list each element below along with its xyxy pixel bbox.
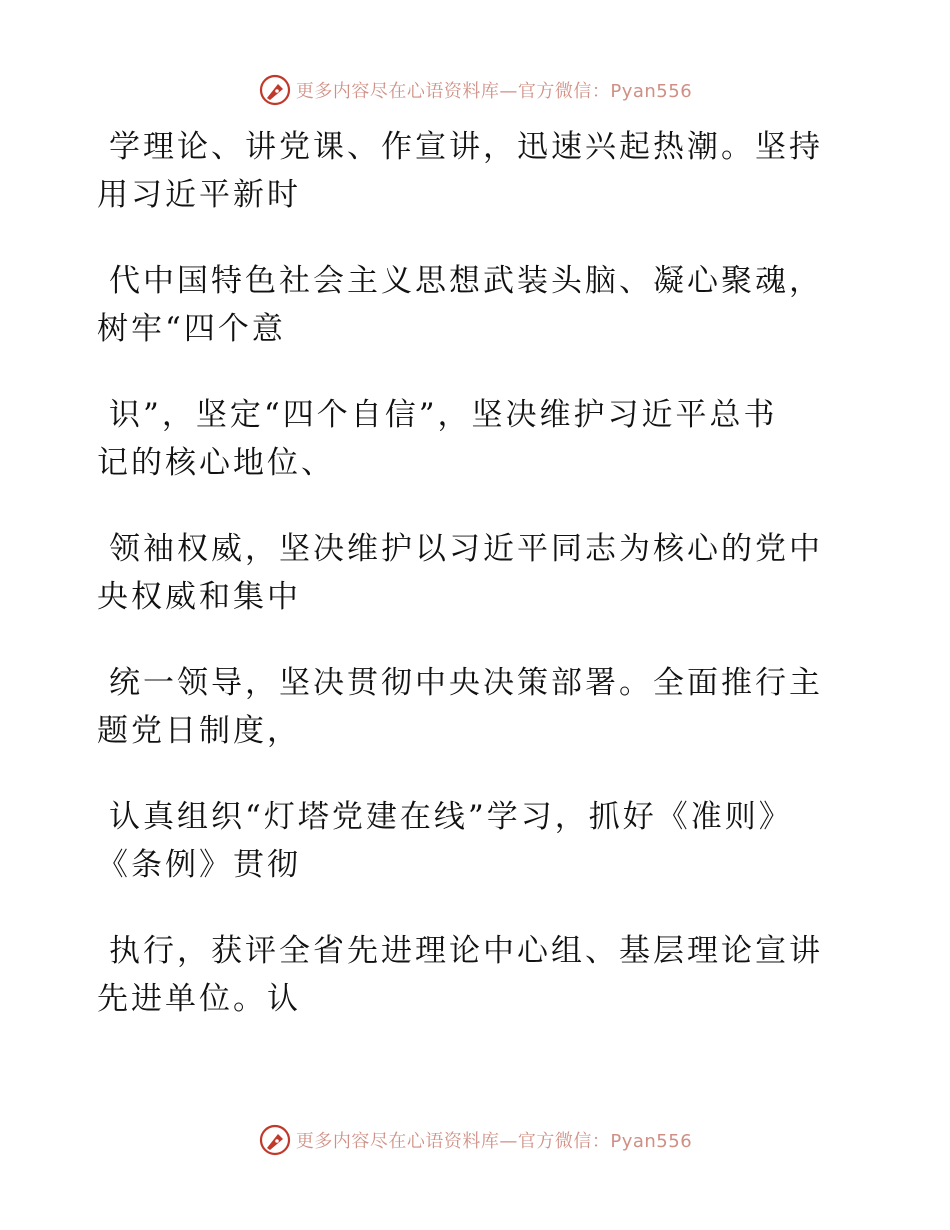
paragraph-line: 领袖权威，坚决维护以习近平同志为核心的党中 xyxy=(109,531,823,567)
paragraph xyxy=(97,391,837,487)
header-banner xyxy=(0,70,950,110)
paragraph-line: 树牢“四个意 xyxy=(97,311,286,347)
paragraph-line: 代中国特色社会主义思想武装头脑、凝心聚魂， xyxy=(109,263,823,299)
paragraph xyxy=(97,525,837,621)
pen-nib-circle-icon xyxy=(258,1123,292,1157)
paragraph xyxy=(97,927,837,1023)
footer-banner-text: 更多内容尽在心语资料库—官方微信：Pyan556 xyxy=(295,1131,693,1152)
paragraph xyxy=(97,257,837,353)
paragraph-line: 先进单位。认 xyxy=(97,981,301,1017)
paragraph-line: 用习近平新时 xyxy=(97,177,301,213)
paragraph-line: 识”，坚定“四个自信”，坚决维护习近平总书 xyxy=(109,397,778,433)
pen-nib-circle-icon xyxy=(258,73,292,107)
paragraph-line: 认真组织“灯塔党建在线”学习，抓好《准则》 xyxy=(109,799,793,835)
paragraph-line: 统一领导，坚决贯彻中央决策部署。全面推行主 xyxy=(109,665,823,701)
paragraph xyxy=(97,123,837,219)
paragraph-line: 《条例》贯彻 xyxy=(97,847,301,883)
document-body xyxy=(97,123,837,1061)
paragraph-line: 记的核心地位、 xyxy=(97,445,335,481)
header-banner-text: 更多内容尽在心语资料库—官方微信：Pyan556 xyxy=(295,81,693,102)
paragraph-line: 执行，获评全省先进理论中心组、基层理论宣讲 xyxy=(109,933,823,969)
footer-banner xyxy=(0,1120,950,1160)
paragraph-line: 学理论、讲党课、作宣讲，迅速兴起热潮。坚持 xyxy=(109,129,823,165)
paragraph xyxy=(97,793,837,889)
paragraph xyxy=(97,659,837,755)
paragraph-line: 题党日制度， xyxy=(97,713,301,749)
paragraph-line: 央权威和集中 xyxy=(97,579,301,615)
